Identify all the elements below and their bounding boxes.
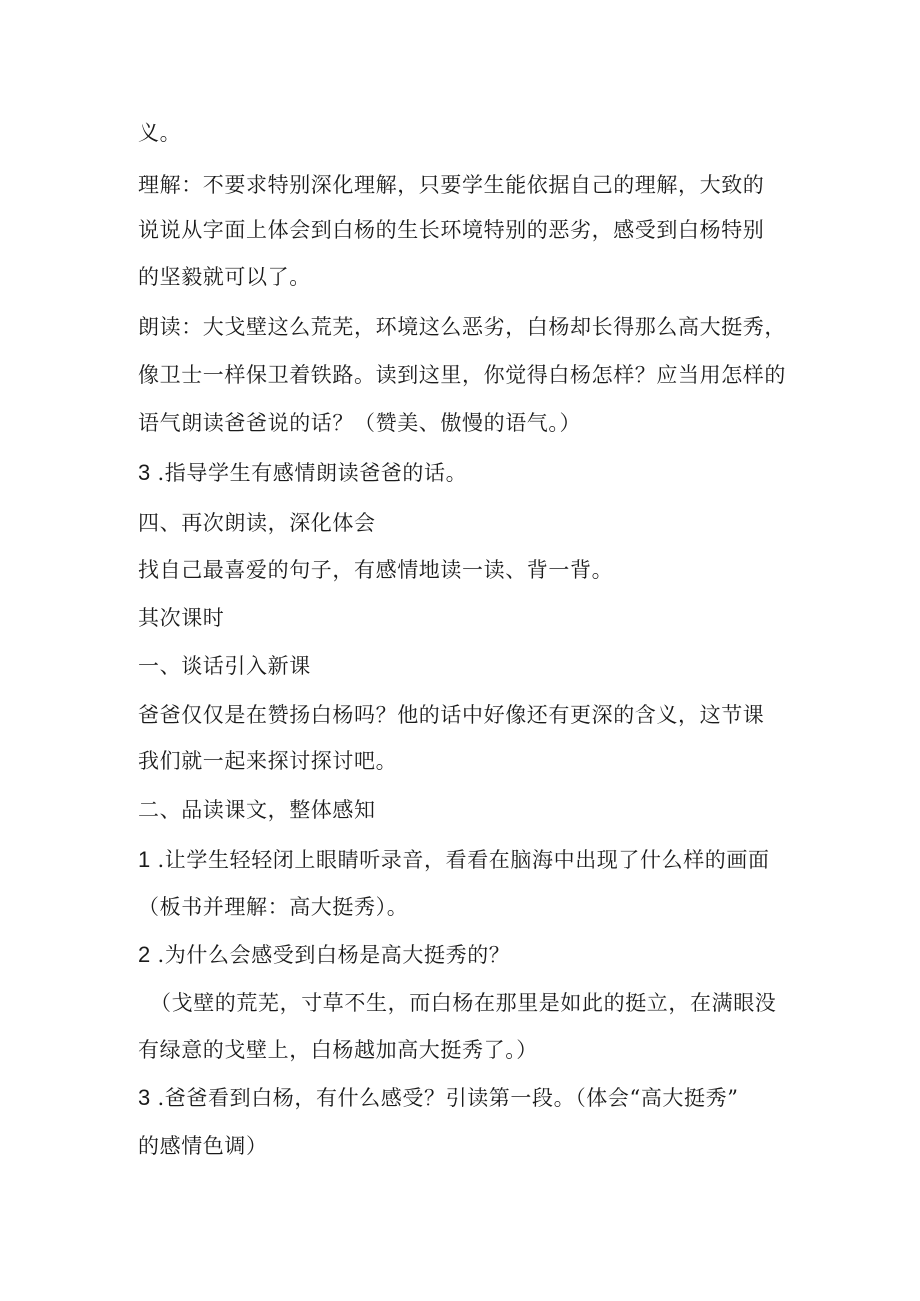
item-number: 1	[138, 847, 151, 872]
item-text: .为什么会感受到白杨是高大挺秀的？	[150, 943, 511, 967]
section-heading-2: 二、品读课文，整体感知	[138, 798, 376, 822]
item-text: .爸爸看到白杨，有什么感受？引读第一段。（体会“高大挺秀”	[150, 1086, 739, 1110]
item-number: 2	[138, 942, 151, 967]
section-heading-1: 一、谈话引入新课	[138, 654, 311, 678]
item-number: 3	[138, 1085, 151, 1110]
numbered-item-3b	[138, 1083, 798, 1113]
text-line: 的感情色调）	[138, 1134, 268, 1158]
text-line: 我们就一起来探讨探讨吧。	[138, 749, 398, 773]
text-line-reading: 朗读：大戈壁这么荒芜，环境这么恶劣，白杨却长得那么高大挺秀，	[138, 315, 786, 339]
text-line: 找自己最喜爱的句子，有感情地读一读、背一背。	[138, 558, 614, 582]
text-line-answer: （戈壁的荒芜，寸草不生，而白杨在那里是如此的挺立，在满眼没	[150, 991, 777, 1015]
item-text: .指导学生有感情朗读爸爸的话。	[150, 461, 468, 485]
numbered-item-2	[138, 940, 798, 970]
text-line: 语气朗读爸爸说的话？（赞美、傲慢的语气。）	[138, 411, 582, 435]
text-line-continuation: 义。	[138, 121, 182, 145]
text-line: 的坚毅就可以了。	[138, 265, 311, 289]
text-line: 爸爸仅仅是在赞扬白杨吗？他的话中好像还有更深的含义，这节课	[138, 703, 765, 727]
item-number: 3	[138, 460, 151, 485]
text-line: （板书并理解：高大挺秀）。	[138, 895, 409, 919]
section-heading-4: 四、再次朗读，深化体会	[138, 511, 376, 535]
text-line-understanding: 理解：不要求特别深化理解，只要学生能依据自己的理解，大致的	[138, 173, 765, 197]
text-line: 像卫士一样保卫着铁路。读到这里，你觉得白杨怎样？应当用怎样的	[138, 363, 786, 387]
text-line: 有绿意的戈壁上，白杨越加高大挺秀了。）	[138, 1038, 538, 1062]
text-line: 说说从字面上体会到白杨的生长环境特别的恶劣，感受到白杨特别	[138, 218, 765, 242]
item-text: .让学生轻轻闭上眼睛听录音，看看在脑海中出现了什么样的画面	[150, 848, 770, 872]
lesson-heading: 其次课时	[138, 606, 225, 630]
numbered-item-1	[138, 845, 798, 875]
numbered-item-3	[138, 458, 798, 488]
